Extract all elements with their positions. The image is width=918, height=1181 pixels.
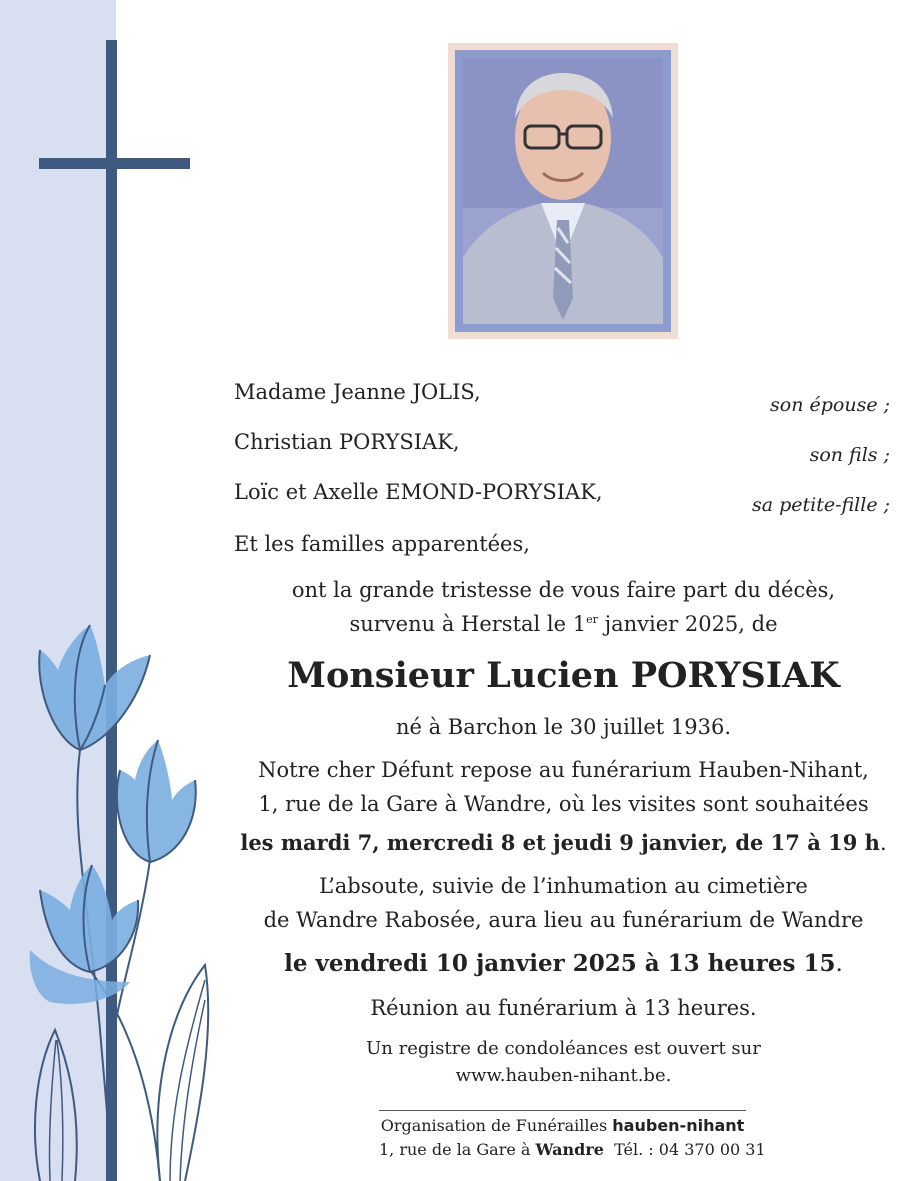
family-member-relation: sa petite-fille ; [751, 494, 890, 516]
footer-org [379, 1116, 746, 1135]
visits-dates-bold: les mardi 7, mercredi 8 et jeudi 9 janvier, de 17 à 19 h [240, 830, 880, 855]
funeral-line-2: de Wandre Rabosée, aura lieu au funérarium de Wandre [263, 908, 864, 932]
announce-line-2-start: survenu à Herstal le 1 [349, 612, 587, 636]
deceased-name: Monsieur Lucien PORYSIAK [287, 655, 840, 696]
visits-line-1: Notre cher Défunt repose au funérarium Hauben-Nihant, [258, 758, 869, 782]
meeting-line: Réunion au funérarium à 13 heures. [370, 996, 757, 1020]
funeral-date [230, 950, 897, 977]
family-member-name: Madame Jeanne JOLIS, [234, 380, 481, 404]
cross-icon-bar [39, 158, 190, 169]
birth-line: né à Barchon le 30 juillet 1936. [395, 715, 731, 739]
announce-line-2-end: janvier 2025, de [597, 612, 778, 636]
tulip-flowers-icon [0, 610, 230, 1181]
footer-divider [379, 1110, 746, 1111]
portrait-photo [463, 58, 663, 324]
footer-phone: Tél. : 04 370 00 31 [603, 1140, 766, 1159]
registry-line: Un registre de condoléances est ouvert sur [366, 1038, 761, 1059]
footer-org-prefix: Organisation de Funérailles [380, 1116, 613, 1135]
footer-address-city: Wandre [535, 1140, 604, 1159]
brand-logo: hauben-nihant [612, 1116, 745, 1135]
family-member-name: Loïc et Axelle EMOND-PORYSIAK, [234, 480, 603, 504]
footer-address [379, 1140, 766, 1159]
funeral-date-end: . [835, 951, 843, 977]
family-member-name: Christian PORYSIAK, [234, 430, 460, 454]
visits-dates [230, 830, 897, 855]
visits-dates-end: . [879, 831, 887, 855]
visits-line-2: 1, rue de la Gare à Wandre, où les visites sont souhaitées [258, 792, 869, 816]
announce-line-1: ont la grande tristesse de vous faire part du décès, [291, 578, 836, 602]
family-member-relation: son épouse ; [770, 394, 890, 416]
funeral-line-1: L’absoute, suivie de l’inhumation au cimetière [319, 874, 808, 898]
footer-address-street: 1, rue de la Gare à [379, 1140, 536, 1159]
families-line: Et les familles apparentées, [234, 532, 530, 556]
family-member-relation: son fils ; [809, 444, 890, 466]
announce-ordinal: er [586, 613, 598, 626]
funeral-date-bold: le vendredi 10 janvier 2025 à 13 heures 15 [284, 950, 836, 977]
registry-url[interactable]: www.hauben-nihant.be. [455, 1065, 672, 1086]
announce-line-2 [230, 612, 897, 636]
